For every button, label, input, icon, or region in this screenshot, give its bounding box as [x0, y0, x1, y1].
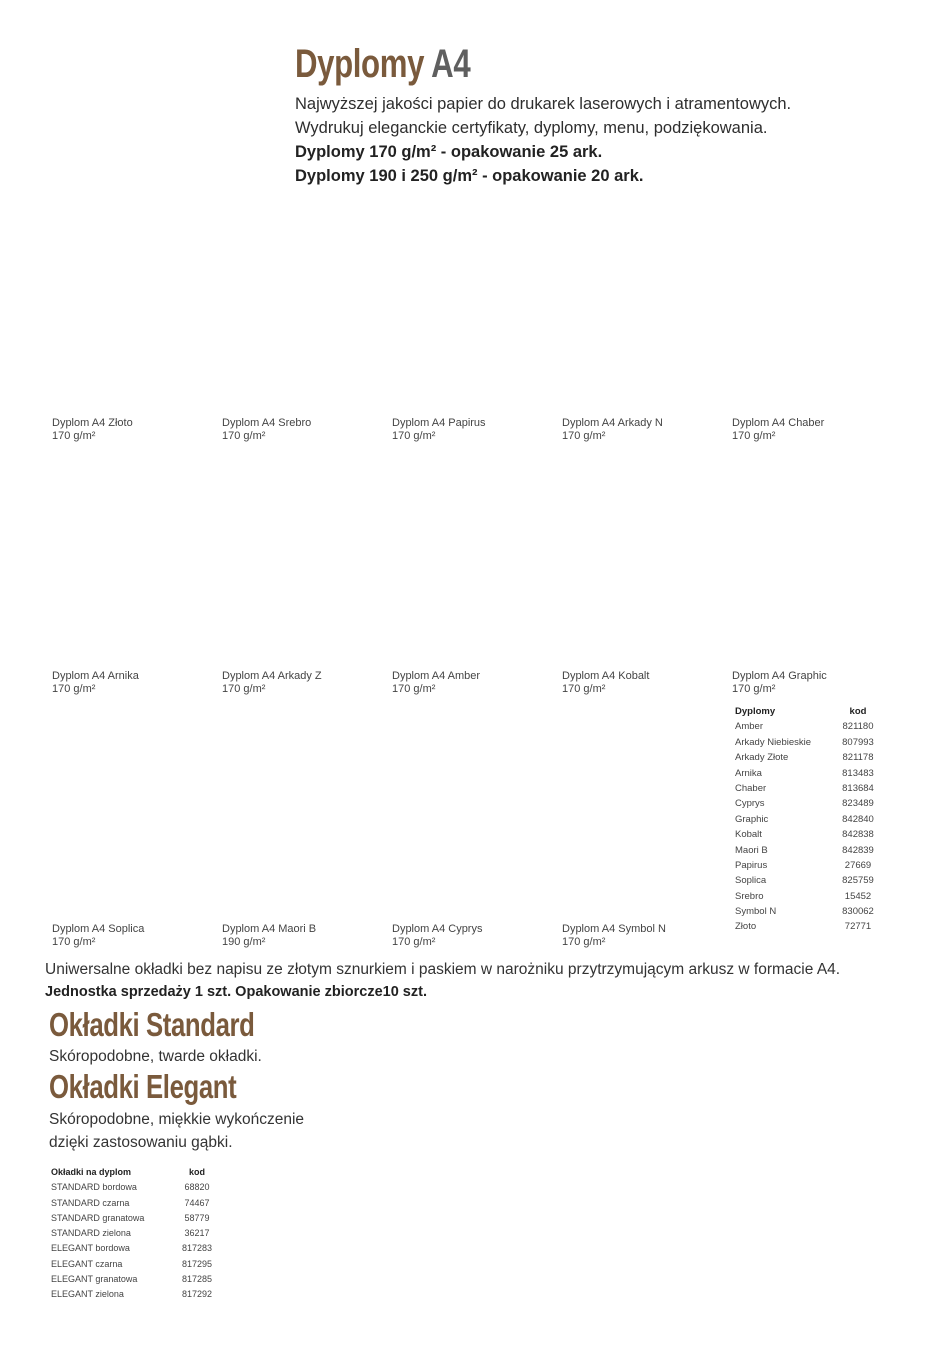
- product-weight: 170 g/m²: [732, 683, 776, 695]
- product-weight: 190 g/m²: [222, 936, 266, 948]
- standard-covers-description: Skóropodobne, twarde okładki.: [49, 1048, 262, 1065]
- table-row: [735, 873, 885, 888]
- table-row: [51, 1180, 226, 1195]
- elegant-covers-title: Okładki Elegant: [49, 1068, 237, 1105]
- product-name: Dyplom A4 Soplica: [52, 923, 145, 935]
- table-row: [735, 889, 885, 904]
- table-row: [735, 919, 885, 934]
- row-code: 817283: [181, 1243, 213, 1254]
- intro-line-1: Najwyższej jakości papier do drukarek laserowych i atramentowych.: [295, 95, 792, 113]
- product-name: Dyplom A4 Symbol N: [562, 923, 666, 935]
- table-row: [735, 812, 885, 827]
- product-name: Dyplom A4 Amber: [392, 670, 481, 682]
- row-name: Chaber: [735, 782, 767, 794]
- product-weight: 170 g/m²: [562, 936, 606, 948]
- row-code: 813483: [842, 767, 874, 779]
- row-name: ELEGANT czarna: [51, 1258, 123, 1269]
- table-row: [51, 1211, 226, 1226]
- product-weight: 170 g/m²: [392, 430, 436, 442]
- table-row: [51, 1257, 226, 1272]
- page-title: [295, 42, 470, 87]
- product-caption: [52, 923, 144, 949]
- row-name: Arnika: [735, 767, 762, 779]
- row-code: 842839: [842, 844, 874, 856]
- product-caption: [732, 670, 827, 696]
- title-word-a4: A4: [431, 42, 471, 86]
- row-code: 821178: [842, 752, 874, 764]
- table-row: [735, 904, 885, 919]
- row-name: Maori B: [735, 844, 768, 856]
- table-row: [735, 735, 885, 750]
- row-code: 817285: [181, 1274, 213, 1285]
- row-code: 68820: [184, 1182, 210, 1193]
- product-caption: [222, 670, 322, 696]
- product-weight: 170 g/m²: [52, 936, 96, 948]
- row-code: 807993: [842, 736, 874, 748]
- product-name: Dyplom A4 Maori B: [222, 923, 317, 935]
- elegant-covers-description-2: dzięki zastosowaniu gąbki.: [49, 1134, 233, 1151]
- product-caption: [222, 417, 311, 443]
- cover-code-table: [51, 1165, 226, 1303]
- title-word-dyplomy: Dyplomy: [295, 42, 425, 86]
- row-name: Amber: [735, 721, 763, 733]
- product-caption: [52, 670, 139, 696]
- row-code: 825759: [842, 875, 874, 887]
- row-name: Srebro: [735, 890, 764, 902]
- product-caption: [732, 417, 824, 443]
- table-header: [51, 1165, 226, 1180]
- standard-covers-title: Okładki Standard: [49, 1006, 255, 1043]
- product-name: Dyplom A4 Arkady N: [562, 417, 663, 429]
- elegant-covers-description-1: Skóropodobne, miękkie wykończenie: [49, 1111, 305, 1128]
- product-weight: 170 g/m²: [562, 430, 606, 442]
- row-code: 842838: [842, 829, 874, 841]
- product-name: Dyplom A4 Papirus: [392, 417, 486, 429]
- product-name: Dyplom A4 Srebro: [222, 417, 312, 429]
- pack-info-170: Dyplomy 170 g/m² - opakowanie 25 ark.: [295, 143, 603, 161]
- row-code: 27669: [844, 859, 872, 871]
- product-weight: 170 g/m²: [52, 683, 96, 695]
- table-row: [735, 858, 885, 873]
- column-header-okladki: Okładki na dyplom: [51, 1167, 132, 1177]
- product-caption: [562, 923, 666, 949]
- table-row: [735, 827, 885, 842]
- intro-line-2: Wydrukuj eleganckie certyfikaty, dyplomy, menu, podziękowania.: [295, 119, 768, 137]
- column-header-kod: kod: [188, 1167, 205, 1177]
- row-name: Arkady Złote: [735, 752, 789, 764]
- table-row: [51, 1226, 226, 1241]
- product-caption: [52, 417, 133, 443]
- row-code: 830062: [842, 906, 874, 918]
- table-row: [735, 750, 885, 765]
- row-name: Arkady Niebieskie: [735, 736, 812, 748]
- product-caption: [392, 923, 482, 949]
- row-name: Graphic: [735, 813, 769, 825]
- product-name: Dyplom A4 Złoto: [52, 417, 133, 429]
- table-row: [735, 781, 885, 796]
- table-row: [51, 1196, 226, 1211]
- row-code: 72771: [844, 921, 872, 933]
- product-name: Dyplom A4 Cyprys: [392, 923, 483, 935]
- table-row: [735, 719, 885, 734]
- row-code: 821180: [842, 721, 874, 733]
- row-code: 842840: [842, 813, 874, 825]
- row-code: 58779: [184, 1212, 210, 1223]
- diploma-code-table: [735, 704, 885, 935]
- row-name: Symbol N: [735, 906, 777, 918]
- table-row: [51, 1272, 226, 1287]
- covers-description: Uniwersalne okładki bez napisu ze złotym sznurkiem i paskiem w narożniku przytrzymującym arkusz w formacie A4.: [45, 961, 841, 978]
- row-name: STANDARD czarna: [51, 1197, 130, 1208]
- row-name: Cyprys: [735, 798, 765, 810]
- product-weight: 170 g/m²: [52, 430, 96, 442]
- product-caption: [562, 417, 663, 443]
- row-code: 823489: [842, 798, 874, 810]
- row-name: ELEGANT granatowa: [51, 1274, 138, 1285]
- row-name: Kobalt: [735, 829, 762, 841]
- table-row: [735, 766, 885, 781]
- row-name: Złoto: [735, 921, 757, 933]
- product-caption: [562, 670, 649, 696]
- product-weight: 170 g/m²: [392, 683, 436, 695]
- row-code: 36217: [184, 1228, 210, 1239]
- row-name: STANDARD granatowa: [51, 1212, 145, 1223]
- row-name: Papirus: [735, 859, 768, 871]
- product-name: Dyplom A4 Chaber: [732, 417, 825, 429]
- product-name: Dyplom A4 Graphic: [732, 670, 827, 682]
- row-name: Soplica: [735, 875, 767, 887]
- table-row: [51, 1287, 226, 1302]
- row-code: 15452: [844, 890, 872, 902]
- row-code: 817295: [181, 1258, 213, 1269]
- product-caption: [222, 923, 316, 949]
- row-code: 813684: [842, 782, 874, 794]
- table-row: [735, 843, 885, 858]
- product-caption: [392, 670, 480, 696]
- product-name: Dyplom A4 Arnika: [52, 670, 139, 682]
- column-header-kod: kod: [849, 706, 867, 717]
- product-weight: 170 g/m²: [392, 936, 436, 948]
- table-row: [735, 796, 885, 811]
- row-name: STANDARD bordowa: [51, 1182, 137, 1193]
- product-weight: 170 g/m²: [222, 430, 266, 442]
- row-name: ELEGANT zielona: [51, 1289, 124, 1300]
- covers-sales-unit: Jednostka sprzedaży 1 szt. Opakowanie zbiorcze10 szt.: [45, 984, 427, 1000]
- pack-info-190-250: Dyplomy 190 i 250 g/m² - opakowanie 20 ark.: [295, 167, 644, 185]
- row-code: 817292: [181, 1289, 213, 1300]
- product-name: Dyplom A4 Kobalt: [562, 670, 650, 682]
- product-weight: 170 g/m²: [562, 683, 606, 695]
- column-header-dyplomy: Dyplomy: [735, 706, 776, 717]
- product-weight: 170 g/m²: [732, 430, 776, 442]
- row-name: ELEGANT bordowa: [51, 1243, 130, 1254]
- product-name: Dyplom A4 Arkady Z: [222, 670, 322, 682]
- row-code: 74467: [184, 1197, 210, 1208]
- product-caption: [392, 417, 486, 443]
- table-row: [51, 1241, 226, 1256]
- product-weight: 170 g/m²: [222, 683, 266, 695]
- table-header: [735, 704, 885, 719]
- row-name: STANDARD zielona: [51, 1228, 131, 1239]
